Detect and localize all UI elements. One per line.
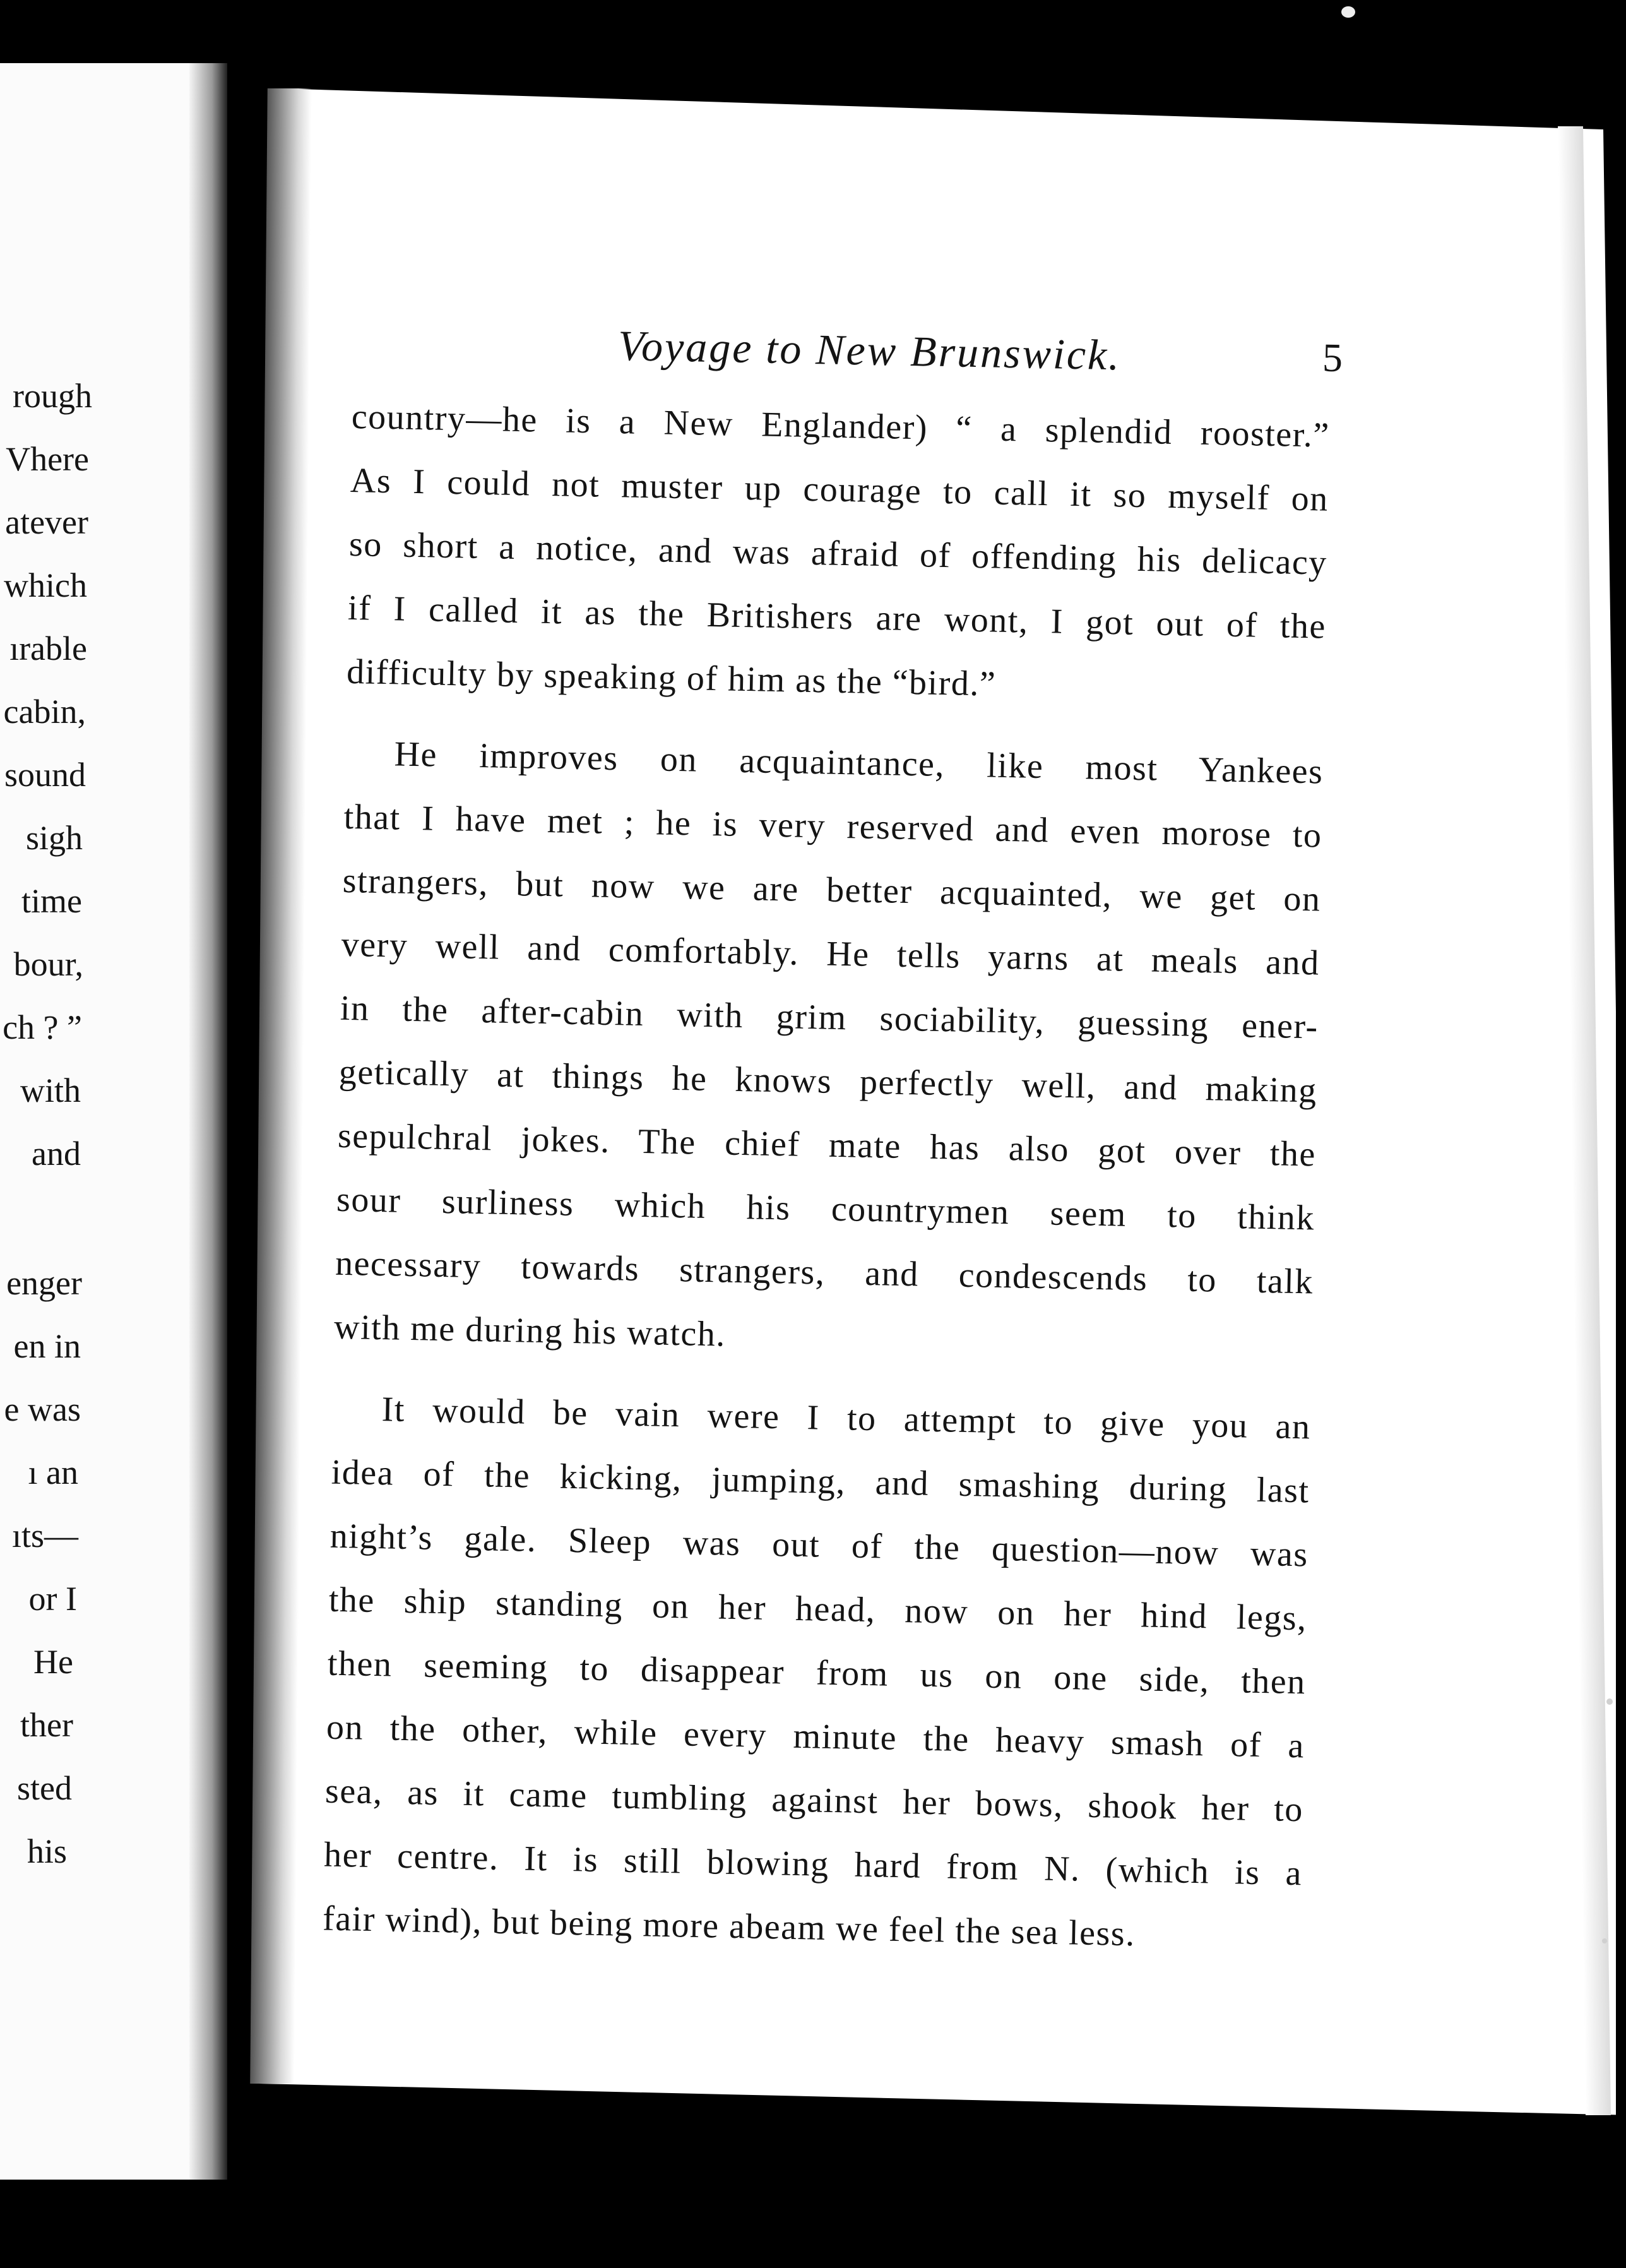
left-page-fragment: sound [4,756,86,794]
left-page-fragment: rough [13,377,92,415]
left-page-gutter-shadow [189,63,227,2180]
scan-speck [1341,6,1355,18]
paragraph [322,1377,1311,1970]
left-page-fragment: ıts— [11,1517,78,1555]
text-line: As I could not muster up courage to call it so myself on [350,460,1329,519]
left-page-fragment: bour, [13,945,83,983]
text-line: sea, as it came tumbling against her bows, shook her to [324,1771,1304,1830]
text-line: very well and comfortably. He tells yarns at meals and [341,924,1320,983]
text-line: country—he is a New Englander) “ a splendid rooster.” [351,397,1331,455]
text-line: difficulty by speaking of him as the “bird.” [346,652,997,704]
text-line: on the other, while every minute the heavy smash of a [326,1707,1305,1766]
left-page-fragment: ı an [28,1453,78,1491]
text-line: sepulchral jokes. The chief mate has also got over the [337,1116,1317,1174]
page-number: 5 [1322,335,1343,381]
left-page-fragment: Vhere [6,440,89,478]
text-line: It would be vain were I to attempt to give you an [381,1390,1312,1447]
left-page-fragment: sigh [25,819,83,857]
text-line: getically at things he knows perfectly well, and making [338,1052,1318,1111]
text-line: then seeming to disappear from us on one side, then [327,1644,1307,1702]
text-line: so short a notice, and was afraid of offending his delicacy [348,524,1328,583]
page-text [322,316,1343,1969]
left-page-fragment: his [27,1832,67,1870]
left-page-fragment: enger [6,1264,82,1302]
left-page-fragment: en in [13,1327,81,1365]
text-line: sour surliness which his countrymen seem to think [336,1179,1315,1238]
left-page-fragment: ther [20,1706,73,1744]
scan-speck [1602,1938,1607,1943]
left-page-fragment: or I [28,1580,77,1618]
text-line: fair wind), but being more abeam we feel the sea less. [322,1899,1136,1954]
text-line: night’s gale. Sleep was out of the question—now was [329,1516,1309,1575]
text-line: necessary towards strangers, and condescends to talk [335,1243,1314,1302]
text-line: with me during his watch. [333,1307,727,1354]
text-line: the ship standing on her head, now on her hind legs, [328,1580,1308,1638]
text-line: strangers, but now we are better acquainted, we get on [342,861,1322,919]
running-head-title: Voyage to New Brunswick. [617,321,1122,379]
left-page-fragment: ch ? ” [3,1008,82,1046]
left-page-fragment: with [20,1071,81,1109]
text-line: if I called it as the Britishers are wont, I got out of the [347,588,1327,647]
left-page-fragment: cabin, [3,693,86,731]
paragraph [346,385,1330,723]
left-page-fragment: ırable [9,630,87,667]
left-page-fragment: He [33,1643,73,1681]
left-page-fragment: atever [5,503,88,541]
text-line: her centre. It is still blowing hard from N. (which is a [323,1835,1303,1894]
left-page-fragment: which [4,566,87,604]
left-page-fragment: and [32,1135,81,1173]
left-page-fragment: sted [17,1769,72,1807]
text-line: He improves on acquaintance, like most Yankees [394,734,1324,792]
left-page-fragment: e was [4,1390,81,1428]
text-line: that I have met ; he is very reserved and even morose to [343,797,1323,856]
scan-speck [1606,1698,1613,1705]
text-line: in the after-cabin with grim sociability, guessing ener- [340,988,1319,1047]
text-line: idea of the kicking, jumping, and smashing during last [331,1452,1310,1511]
body-text [322,385,1330,1969]
left-page-fragment: time [21,882,82,920]
paragraph [333,722,1324,1378]
